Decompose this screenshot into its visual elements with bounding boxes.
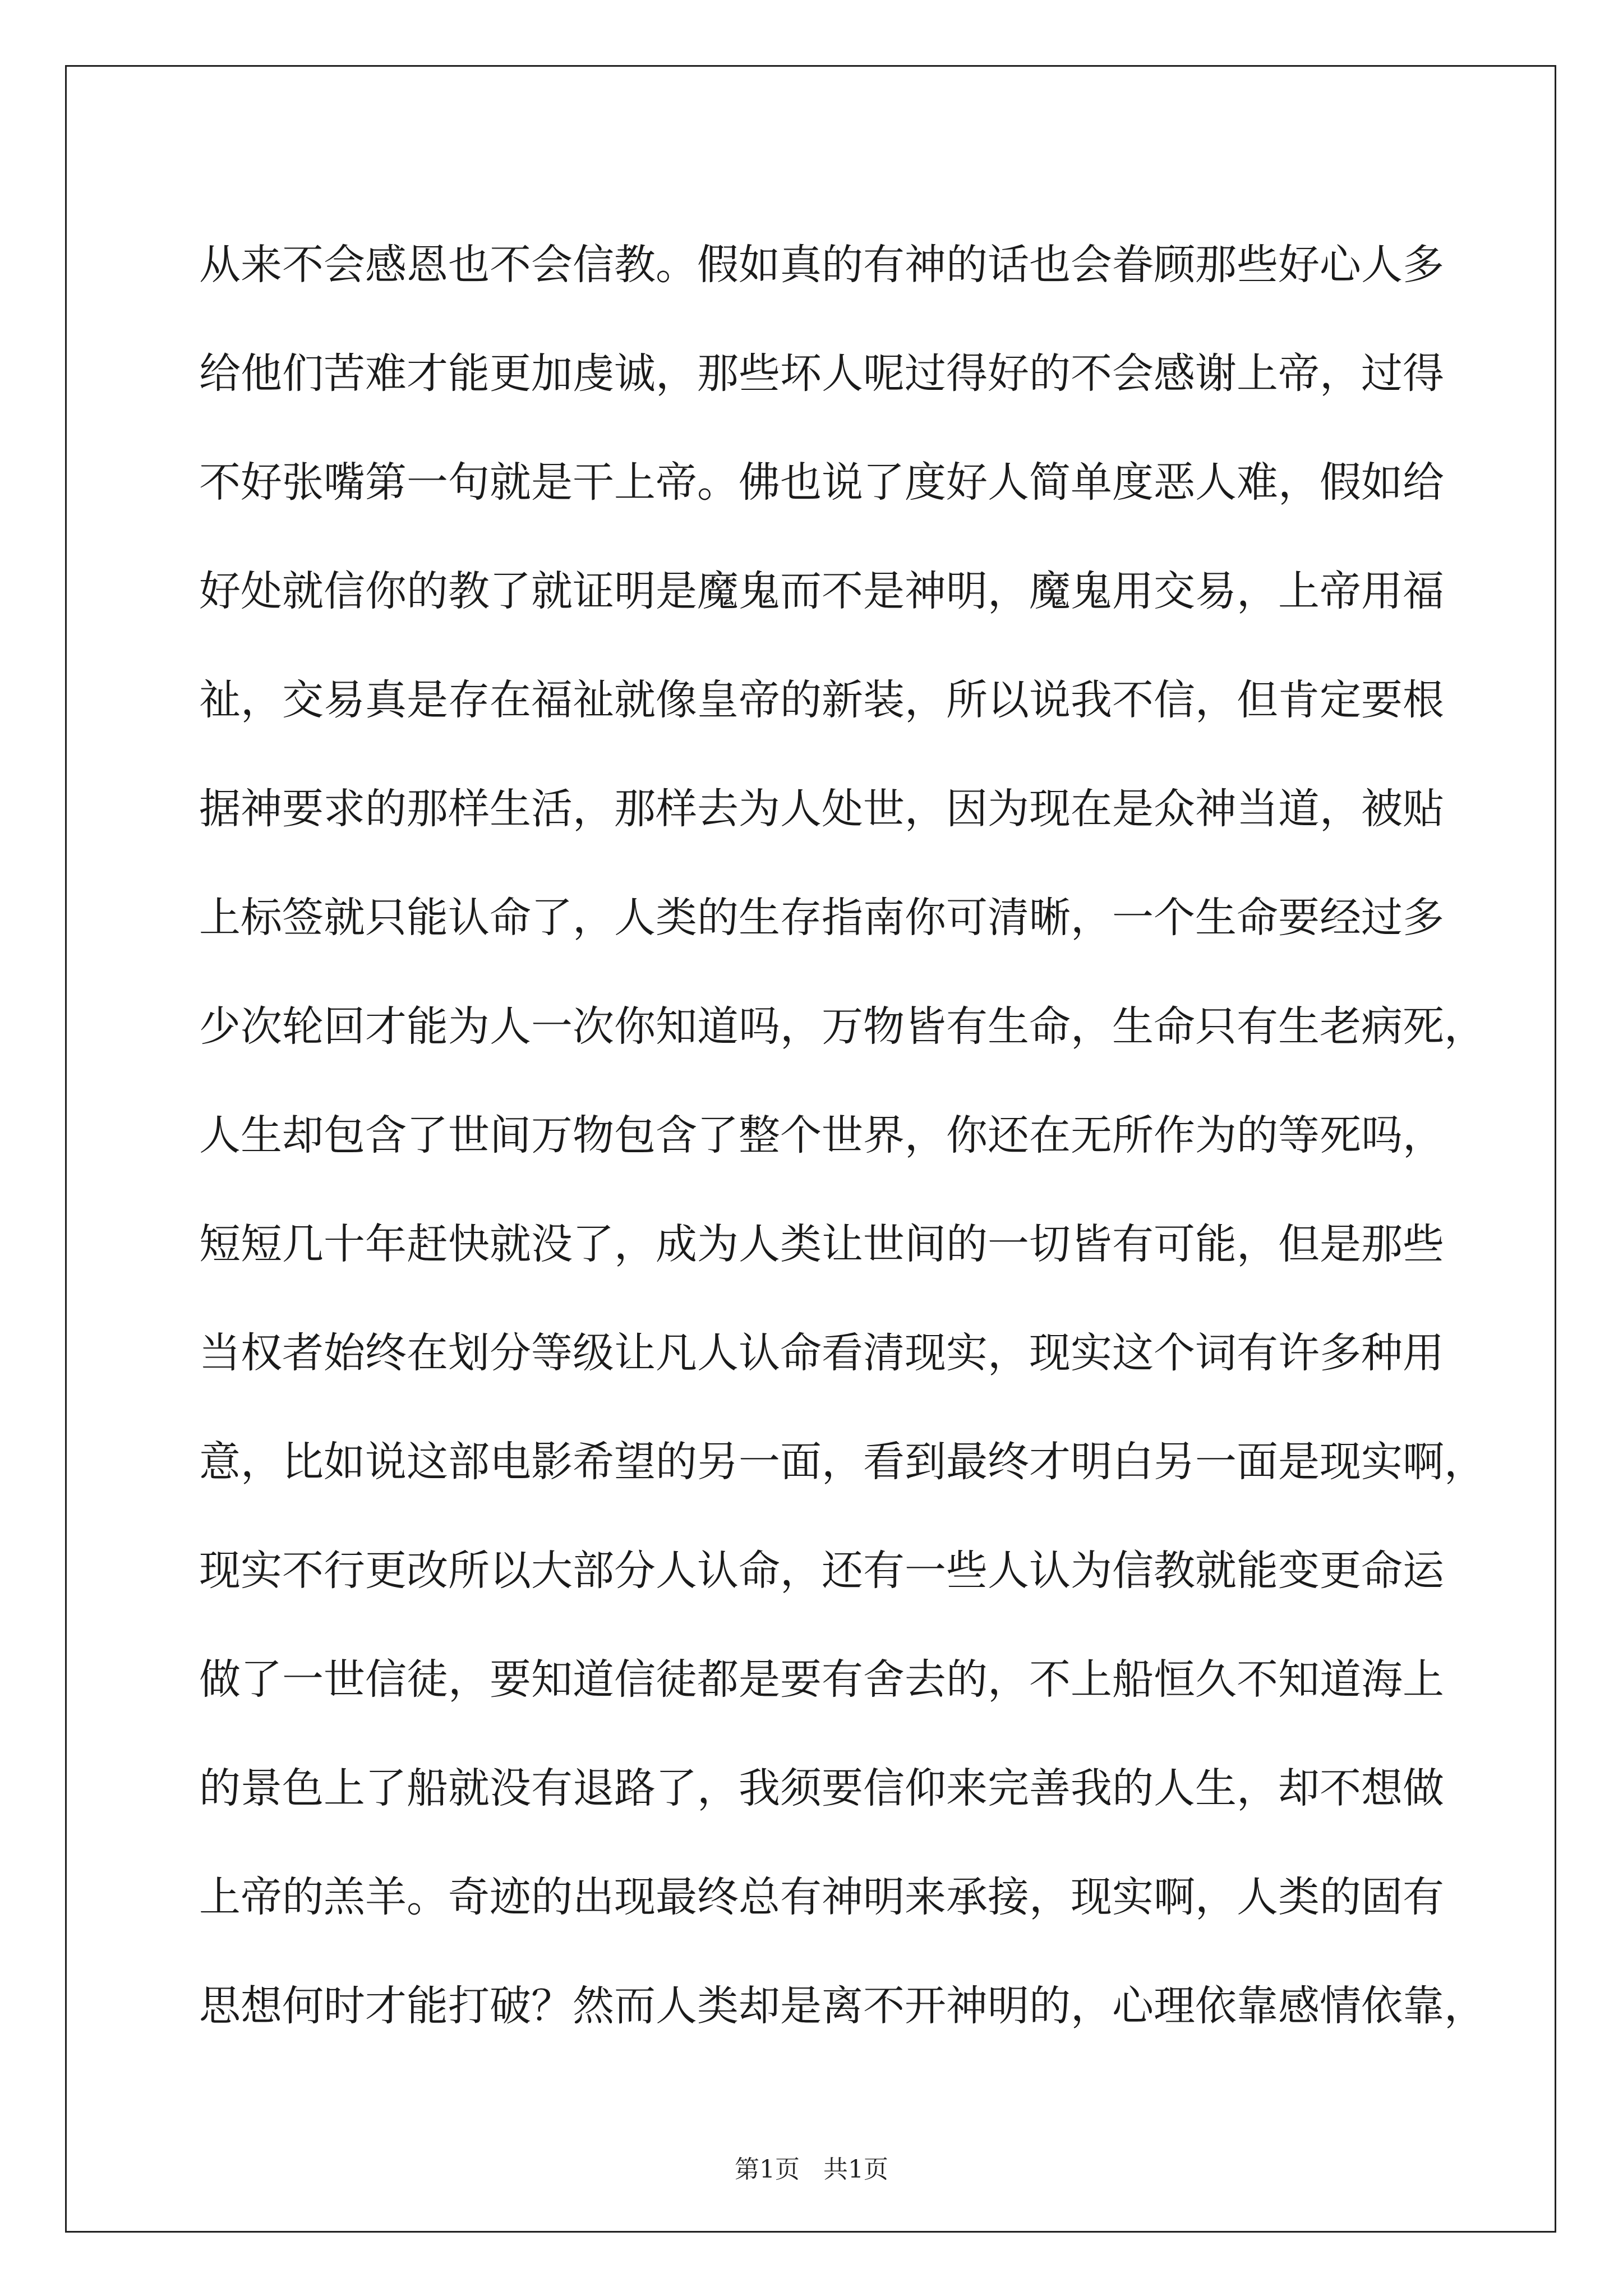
text-line-9: 人生却包含了世间万物包含了整个世界，你还在无所作为的等死吗， (199, 1111, 1444, 1159)
text-line-1: 从来不会感恩也不会信教。假如真的有神的话也会眷顾那些好心人多 (199, 241, 1444, 289)
text-line-2: 给他们苦难才能更加虔诚，那些坏人呢过得好的不会感谢上帝，过得 (199, 349, 1444, 398)
page-footer: 第1页 共1页 (735, 2155, 888, 2184)
text-line-5: 祉，交易真是存在福祉就像皇帝的新装，所以说我不信，但肯定要根 (199, 676, 1444, 724)
text-line-6: 据神要求的那样生活，那样去为人处世，因为现在是众神当道，被贴 (199, 785, 1444, 833)
text-line-17: 思想何时才能打破？然而人类却是离不开神明的，心理依靠感情依靠， (199, 1982, 1486, 2030)
text-line-14: 做了一世信徒，要知道信徒都是要有舍去的，不上船恒久不知道海上 (199, 1655, 1444, 1704)
text-line-3: 不好张嘴第一句就是干上帝。佛也说了度好人简单度恶人难，假如给 (199, 458, 1444, 507)
text-line-12: 意，比如说这部电影希望的另一面，看到最终才明白另一面是现实啊， (199, 1438, 1486, 1486)
text-line-10: 短短几十年赶快就没了，成为人类让世间的一切皆有可能，但是那些 (199, 1220, 1444, 1268)
text-line-13: 现实不行更改所以大部分人认命，还有一些人认为信教就能变更命运 (199, 1547, 1444, 1595)
text-line-15: 的景色上了船就没有退路了，我须要信仰来完善我的人生，却不想做 (199, 1764, 1444, 1812)
text-line-7: 上标签就只能认命了，人类的生存指南你可清晰，一个生命要经过多 (199, 894, 1444, 942)
text-line-11: 当权者始终在划分等级让凡人认命看清现实，现实这个词有许多种用 (199, 1329, 1444, 1377)
text-line-8: 少次轮回才能为人一次你知道吗，万物皆有生命，生命只有生老病死， (199, 1002, 1486, 1051)
body-text (199, 210, 1486, 2060)
text-line-4: 好处就信你的教了就证明是魔鬼而不是神明，魔鬼用交易，上帝用福 (199, 567, 1444, 615)
text-line-16: 上帝的羔羊。奇迹的出现最终总有神明来承接，现实啊，人类的固有 (199, 1873, 1444, 1921)
